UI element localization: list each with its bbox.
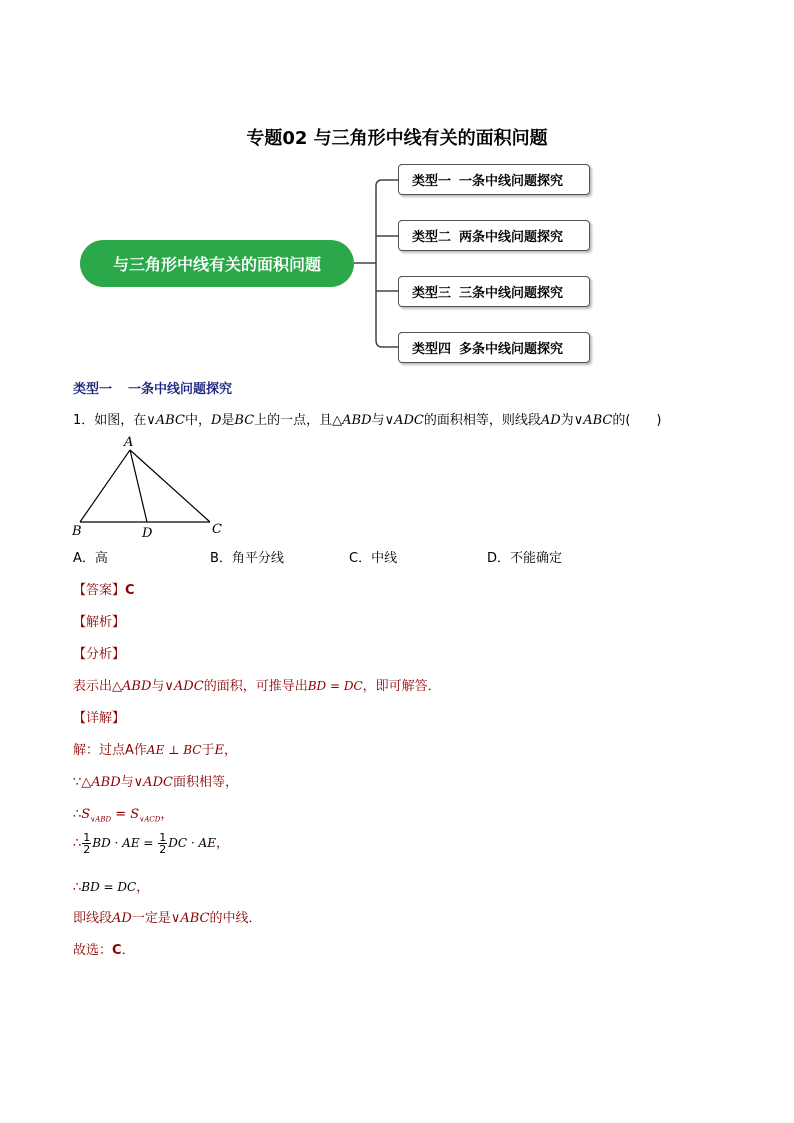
answer-line: 【答案】C — [73, 583, 135, 598]
step-6: 即线段AD一定是∨ABC的中线． — [73, 911, 262, 926]
step-7: 故选：C． — [73, 943, 135, 958]
branch-text: 两条中线问题探究 — [459, 230, 564, 245]
step-5: ∴BD = DC， — [73, 880, 150, 895]
branch-text: 多条中线问题探究 — [459, 342, 564, 357]
branch-text: 三条中线问题探究 — [459, 286, 564, 301]
branch-tag: 类型二 — [412, 230, 452, 245]
step-2: ∵△ABD与∨ADC面积相等， — [73, 775, 238, 790]
step-4: ∴ $\frac{1}{2}$ BD · AE = $\frac{1}{2}$ DC · AE， — [73, 831, 229, 856]
triangle-figure — [60, 430, 240, 545]
mindmap-root: 与三角形中线有关的面积问题 — [80, 240, 354, 287]
mindmap-branch-2 — [398, 220, 590, 251]
branch-tag: 类型四 — [412, 342, 452, 357]
branch-text: 一条中线问题探究 — [459, 174, 564, 189]
vertex-c-label: C — [212, 522, 222, 537]
mindmap-branch-3 — [398, 276, 590, 307]
section-heading: 类型一 一条中线问题探究 — [73, 382, 233, 397]
page-title: 专题02 与三角形中线有关的面积问题 — [246, 128, 548, 149]
xiangjie-label: 【详解】 — [73, 711, 126, 726]
step-1: 解：过点A作AE ⊥ BC于E， — [73, 743, 237, 758]
fenxi-label: 【分析】 — [73, 647, 126, 662]
mindmap-branch-4 — [398, 332, 590, 363]
option-b: B．角平分线 — [210, 551, 284, 566]
branch-tag: 类型三 — [412, 286, 452, 301]
mindmap-connectors — [0, 0, 794, 380]
option-d: D．不能确定 — [487, 551, 563, 566]
vertex-d-label: D — [142, 526, 153, 541]
vertex-b-label: B — [72, 524, 82, 539]
analysis-label: 【解析】 — [73, 615, 126, 630]
step-3: $\therefore S_{\vee ABD} = S_{\vee ACD}$， — [73, 807, 174, 824]
fenxi-text: 表示出△ABD与∨ADC的面积，可推导出BD = DC，即可解答． — [73, 679, 441, 694]
branch-tag: 类型一 — [412, 174, 452, 189]
option-c: C．中线 — [349, 551, 398, 566]
option-a: A．高 — [73, 551, 108, 566]
mindmap-branch-1 — [398, 164, 590, 195]
question-1: 1．如图，在∨ABC中，D是BC上的一点，且△ABD与∨ADC的面积相等，则线段AD为∨ABC的( ) — [73, 413, 662, 428]
vertex-a-label: A — [124, 435, 134, 450]
